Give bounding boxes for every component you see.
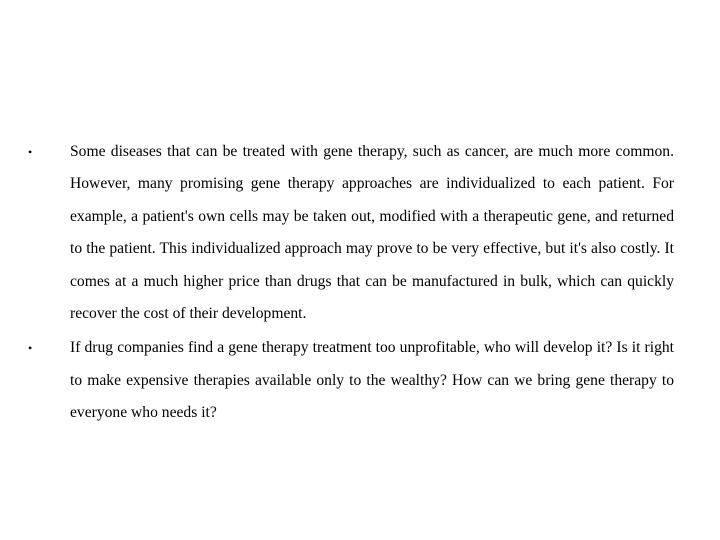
- bullet-item-cost: [28, 136, 674, 330]
- bullet-list: [28, 136, 674, 432]
- bullet-icon: •: [28, 145, 33, 159]
- bullet-item-access: [28, 332, 674, 429]
- bullet-text: Some diseases that can be treated with gene therapy, such as cancer, are much more common. However, many promising gene therapy approaches are individualized to each patient. For example, a patient's own cells may be taken out, modified with a therapeutic gene, and returned to the patient. This individualized approach may prove to be very effective, but it's also costly. It comes at a much higher price than drugs that can be manufactured in bulk, which can quickly recover the cost of their development.: [70, 143, 674, 323]
- bullet-icon: •: [28, 341, 33, 356]
- bullet-text: If drug companies find a gene therapy treatment too unprofitable, who will develop it? Is it right to make expensive therapies available only to the wealthy? How can we bring gene therapy to everyone who needs it?: [70, 339, 674, 422]
